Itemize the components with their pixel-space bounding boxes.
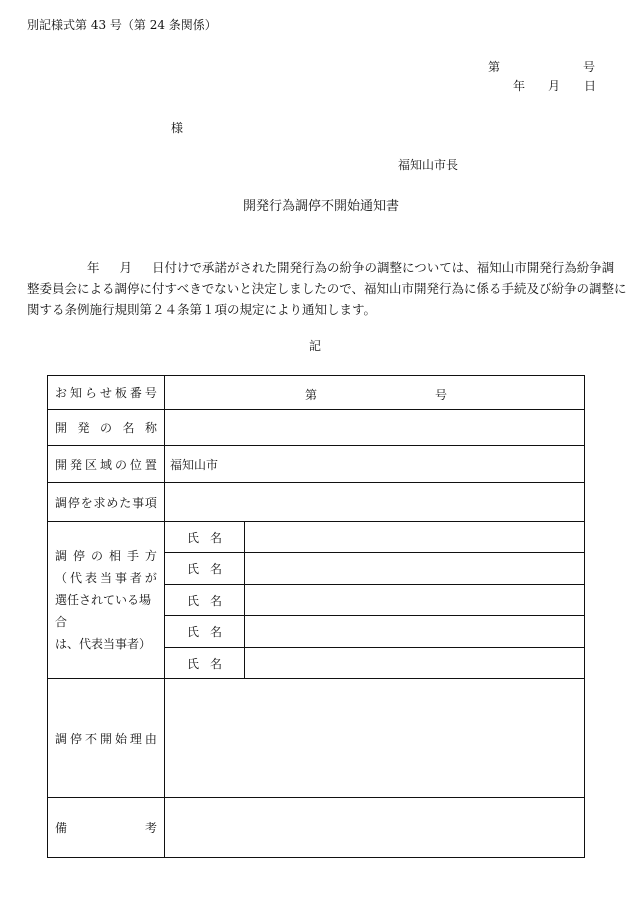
board-number-prefix: 第: [305, 387, 318, 402]
doc-number-suffix: 号: [583, 60, 596, 74]
label-non-commencement-reason: 調 停 不 開 始 理 由: [48, 679, 165, 798]
body-month: 月: [119, 260, 133, 275]
document-title: 開発行為調停不開始通知書: [243, 199, 400, 214]
addressee-suffix: 様: [171, 121, 184, 135]
date-month: 月: [548, 79, 561, 93]
row-development-name: [48, 410, 585, 446]
label-mediation-counterparty: 調 停 の 相 手 方 （ 代 表 当 事 者 が 選任されている場合 は、代表当事者）: [48, 522, 165, 679]
notice-table: [47, 375, 585, 858]
name-field-1[interactable]: [245, 522, 585, 553]
label-remarks: 備 考: [48, 798, 165, 858]
date-day: 日: [584, 79, 597, 93]
value-notice-board-number[interactable]: [165, 376, 585, 410]
label-mediation-matter: 調 停 を 求 め た 事 項: [48, 483, 165, 522]
label-development-name: 開 発 の 名 称: [48, 410, 165, 446]
name-label-2: 氏 名: [165, 553, 245, 585]
name-field-5[interactable]: [245, 648, 585, 679]
name-label-3: 氏 名: [165, 585, 245, 616]
date-year: 年: [513, 79, 526, 93]
body-line-1: [27, 257, 615, 278]
row-development-location: [48, 446, 585, 483]
name-label-4: 氏 名: [165, 616, 245, 648]
row-remarks: [48, 798, 585, 858]
value-mediation-matter[interactable]: [165, 483, 585, 522]
body-line-1-text: 日付けで承諾がされた開発行為の紛争の調整については、福知山市開発行為紛争調: [152, 260, 615, 275]
value-remarks[interactable]: [165, 798, 585, 858]
value-development-location[interactable]: [165, 446, 585, 483]
form-reference: 別記様式第 43 号（第 24 条関係）: [27, 18, 217, 32]
value-non-commencement-reason[interactable]: [165, 679, 585, 798]
name-field-2[interactable]: [245, 553, 585, 585]
label-development-location: 開 発 区 域 の 位 置: [48, 446, 165, 483]
row-counterparty-1: [48, 522, 585, 553]
value-development-name[interactable]: [165, 410, 585, 446]
name-label-5: 氏 名: [165, 648, 245, 679]
row-notice-board-number: [48, 376, 585, 410]
body-paragraph: [27, 257, 627, 320]
location-value: 福知山市: [170, 457, 219, 472]
row-non-commencement-reason: [48, 679, 585, 798]
name-label-1: 氏 名: [165, 522, 245, 553]
name-field-3[interactable]: [245, 585, 585, 616]
doc-number-prefix: 第: [488, 60, 501, 74]
label-notice-board-number: お 知 ら せ 板 番 号: [48, 376, 165, 410]
board-number-suffix: 号: [435, 387, 448, 402]
body-line-3: 関する条例施行規則第２４条第１項の規定により通知します。: [27, 302, 377, 317]
body-line-2: 整委員会による調停に付すべきでないと決定しましたので、福知山市開発行為に係る手続及び紛争の調整に: [27, 281, 627, 296]
name-field-4[interactable]: [245, 616, 585, 648]
ki-heading: 記: [309, 339, 322, 353]
row-mediation-matter: [48, 483, 585, 522]
body-year: 年: [87, 260, 100, 275]
issuer-name: 福知山市長: [398, 158, 459, 172]
